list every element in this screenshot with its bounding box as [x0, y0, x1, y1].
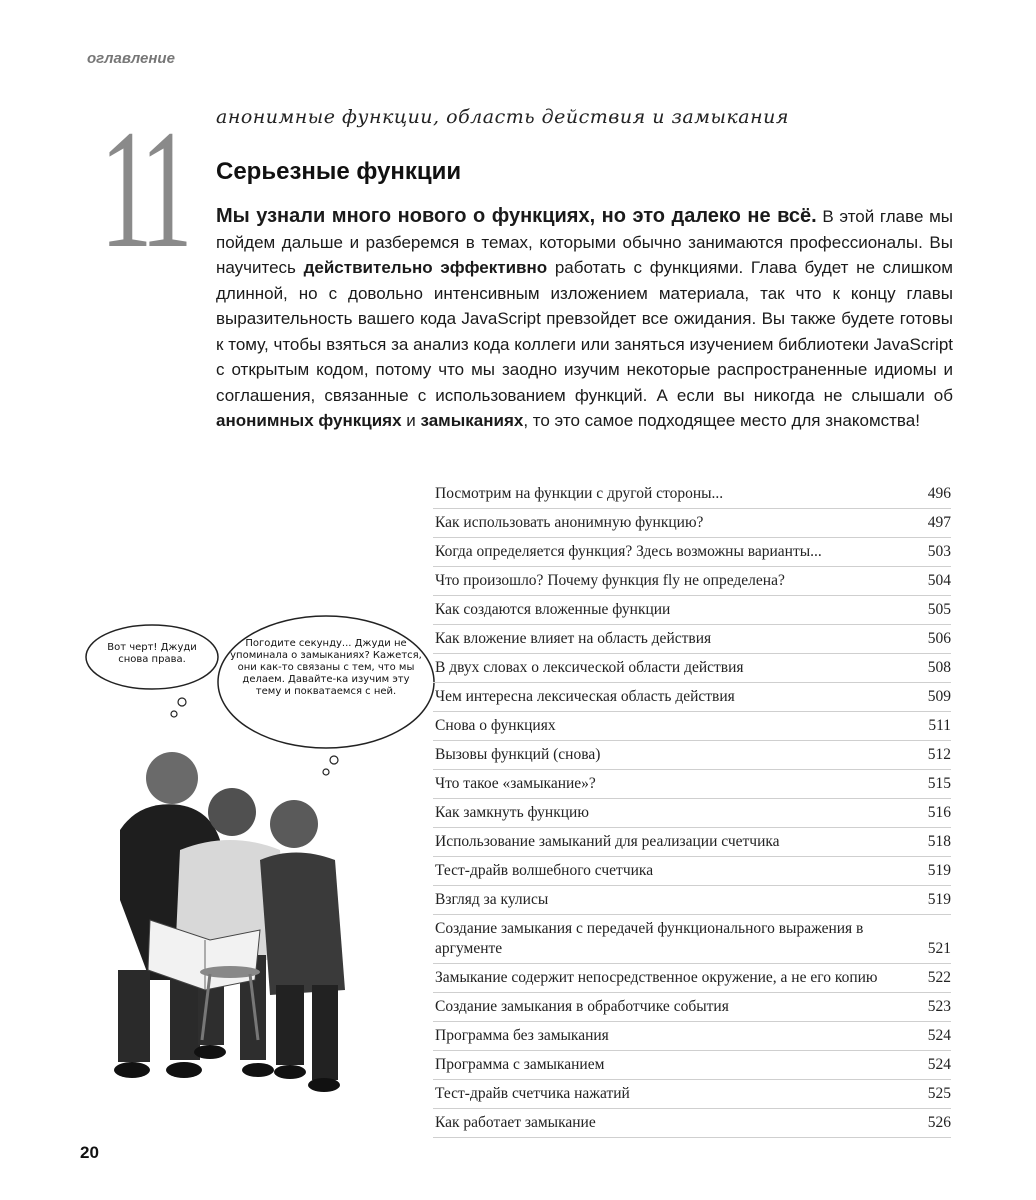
- chapter-number: 11: [100, 95, 185, 283]
- toc-entry-title: В двух словах о лексической области действия: [435, 659, 744, 676]
- toc-entry-page: 519: [927, 862, 951, 879]
- toc-entry-page: 525: [927, 1085, 951, 1102]
- toc-entry[interactable]: [433, 538, 951, 567]
- toc-entry-title: Что произошло? Почему функция fly не определена?: [435, 572, 785, 589]
- toc-entry-page: 496: [927, 485, 951, 502]
- toc-entry-title: Создание замыкания в обработчике события: [435, 998, 729, 1015]
- toc-entry-title: Как замкнуть функцию: [435, 804, 589, 821]
- toc-entry-page: 521: [927, 940, 951, 957]
- toc-entry[interactable]: [433, 770, 951, 799]
- toc-entry-title: Вызовы функций (снова): [435, 746, 601, 763]
- toc-entry[interactable]: [433, 596, 951, 625]
- toc-entry-title: Программа с замыканием: [435, 1056, 605, 1073]
- intro-text: работать с функциями. Глава будет не слишком длинной, но с довольно интенсивным изложением материала, так что к концу главы выразительность вашего кода JavaScript превзойдет все ожидания. Вы также будете готовы к тому, чтобы взяться за анализ кода коллеги или заняться изучением библиотеки JavaScript с открытым кодом, потому что мы заодно изучим некоторые распространенные идиомы и соглашения, связанные с использованием функций. А если вы никогда не слышали об: [216, 258, 953, 405]
- intro-emphasis: анонимных функциях: [216, 411, 402, 430]
- intro-emphasis: замыканиях: [420, 411, 524, 430]
- toc-entry[interactable]: [433, 683, 951, 712]
- toc-entry-title: Создание замыкания с передачей функционального выражения в аргументе: [435, 920, 864, 957]
- toc-entry[interactable]: [433, 964, 951, 993]
- toc-entry-title: Как создаются вложенные функции: [435, 601, 671, 618]
- toc-entry[interactable]: [433, 480, 951, 509]
- toc-entry-page: 519: [927, 891, 951, 908]
- toc-entry-title: Как работает замыкание: [435, 1114, 596, 1131]
- chapter-intro: [216, 204, 953, 434]
- toc-entry-title: Что такое «замыкание»?: [435, 775, 596, 792]
- toc-entry-title: Программа без замыкания: [435, 1027, 609, 1044]
- bubble-text-right: Погодите секунду... Джуди не упоминала о замыканиях? Кажется, они как-то связаны с тем, что мы делаем. Давайте-ка изучим эту тему и покватаемся с ней.: [230, 638, 422, 697]
- toc-entry-page: 516: [927, 804, 951, 821]
- toc-entry[interactable]: [433, 915, 951, 964]
- toc-entry-page: 523: [927, 998, 951, 1015]
- toc-entry[interactable]: [433, 712, 951, 741]
- running-head: оглавление: [87, 50, 175, 67]
- toc-entry-page: 508: [927, 659, 951, 676]
- toc-entry[interactable]: [433, 993, 951, 1022]
- toc-entry-title: Снова о функциях: [435, 717, 556, 734]
- toc-entry-title: Тест-драйв волшебного счетчика: [435, 862, 654, 879]
- toc-entry-title: Замыкание содержит непосредственное окружение, а не его копию: [435, 969, 878, 986]
- chapter-subtitle: анонимные функции, область действия и замыкания: [216, 106, 789, 128]
- toc-entry-page: 522: [927, 969, 951, 986]
- toc-entry[interactable]: [433, 828, 951, 857]
- toc-entry[interactable]: [433, 567, 951, 596]
- toc-entry[interactable]: [433, 1022, 951, 1051]
- toc-entry[interactable]: [433, 741, 951, 770]
- toc-entry-page: 512: [927, 746, 951, 763]
- toc-entry[interactable]: [433, 799, 951, 828]
- toc-entry-page: 497: [927, 514, 951, 531]
- toc-entry-page: 515: [927, 775, 951, 792]
- toc-entry-title: Чем интересна лексическая область действия: [435, 688, 735, 705]
- toc-entry[interactable]: [433, 886, 951, 915]
- toc-entry-page: 524: [927, 1027, 951, 1044]
- chapter-title: Серьезные функции: [216, 158, 462, 185]
- toc-entry-title: Использование замыканий для реализации счетчика: [435, 833, 780, 850]
- toc-entry[interactable]: [433, 509, 951, 538]
- toc-entry-page: 503: [927, 543, 951, 560]
- toc-entry[interactable]: [433, 1109, 951, 1138]
- toc-entry-page: 524: [927, 1056, 951, 1073]
- toc-entry-page: 518: [927, 833, 951, 850]
- toc-entry-title: Посмотрим на функции с другой стороны...: [435, 485, 724, 502]
- toc-entry-page: 526: [927, 1114, 951, 1131]
- toc-entry-page: 504: [927, 572, 951, 589]
- toc-entry-title: Когда определяется функция? Здесь возможны варианты...: [435, 543, 822, 560]
- toc-entry-title: Взгляд за кулисы: [435, 891, 549, 908]
- toc-entry[interactable]: [433, 857, 951, 886]
- intro-text: , то это самое подходящее место для знакомства!: [523, 411, 920, 430]
- intro-text: В этой главе мы пойдем дальше и разберемся в темах, которыми обычно занимаются профессионалы. Вы научитесь: [216, 207, 954, 277]
- toc-entry[interactable]: [433, 654, 951, 683]
- page-number: 20: [80, 1143, 99, 1162]
- intro-text: и: [401, 411, 421, 430]
- toc-entry-title: Как вложение влияет на область действия: [435, 630, 712, 647]
- intro-emphasis: действительно эффективно: [303, 258, 548, 277]
- intro-lead: Мы узнали много нового о функциях, но это далеко не всё.: [216, 205, 817, 227]
- toc-entry-page: 509: [927, 688, 951, 705]
- toc-entry[interactable]: [433, 1080, 951, 1109]
- toc-entry[interactable]: [433, 625, 951, 654]
- toc-entry[interactable]: [433, 1051, 951, 1080]
- toc-entry-title: Как использовать анонимную функцию?: [435, 514, 704, 531]
- toc-entry-page: 506: [927, 630, 951, 647]
- toc-list: [433, 480, 951, 1138]
- illustration: [80, 600, 440, 1100]
- toc-entry-page: 511: [928, 717, 951, 734]
- bubble-text-left: Вот черт! Джуди снова права.: [107, 642, 197, 665]
- toc-entry-page: 505: [927, 601, 951, 618]
- toc-entry-title: Тест-драйв счетчика нажатий: [435, 1085, 630, 1102]
